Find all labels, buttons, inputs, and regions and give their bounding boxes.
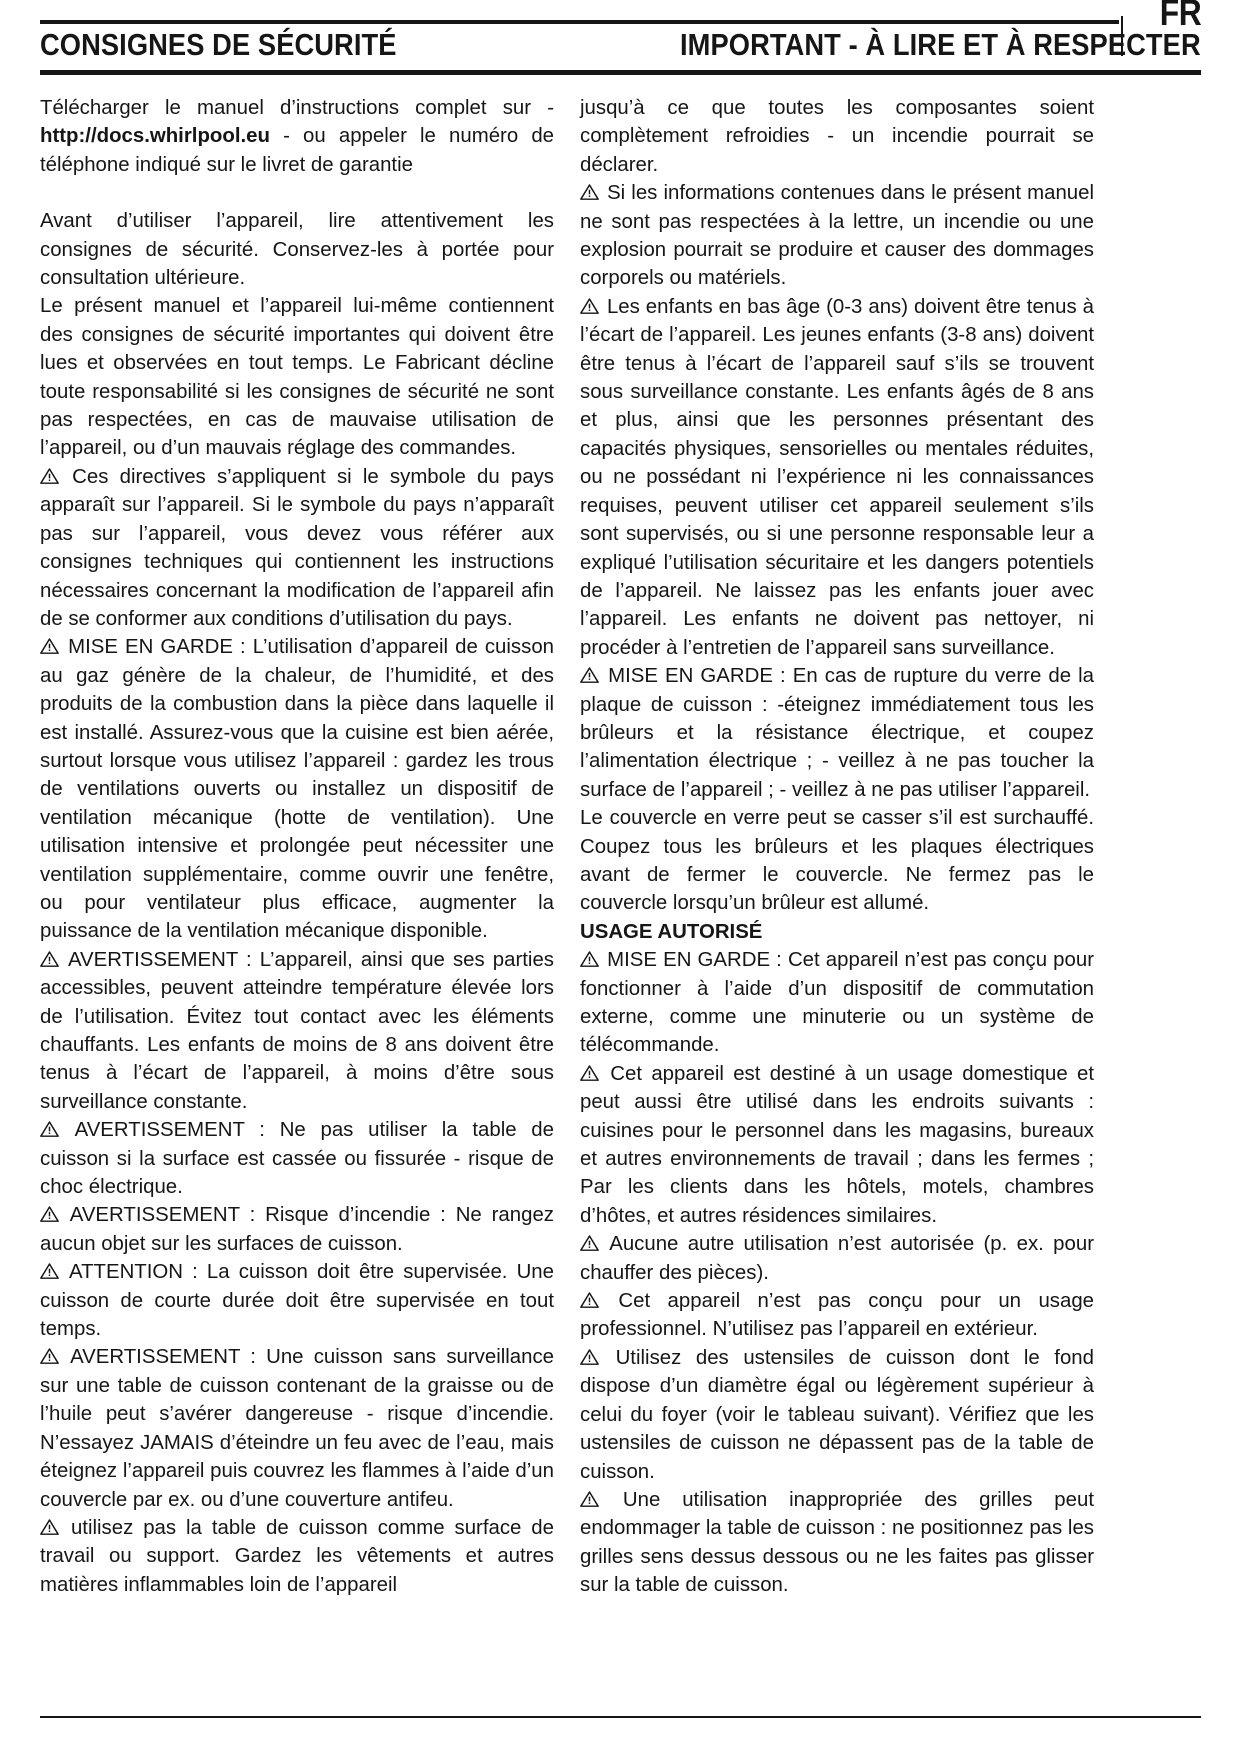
header-bottom-rule: [40, 70, 1201, 75]
safety-paragraph: AVERTISSEMENT : Une cuisson sans surveillance sur une table de cuisson contenant de la graisse ou de l’huile peut s’avérer dangereuse - risque d’incendie. N’essayez JAMAIS d’éteindre un feu avec de l’eau, mais éteignez l’appareil puis couvrez les flammes à l’aide d’un couvercle par ex. ou d’une couverture antifeu.: [40, 1346, 554, 1511]
safety-paragraph: MISE EN GARDE : En cas de rupture du verre de la plaque de cuisson : -éteignez immédiatement tous les brûleurs et la résistance électrique, et coupez l’alimentation électrique ; - veillez à ne pas toucher la surface de l’appareil ; - veillez à ne pas utiliser l’appareil.: [580, 665, 1094, 801]
safety-paragraph: Télécharger le manuel d’instructions complet sur - http://docs.whirlpool.eu - ou appeler le numéro de téléphone indiqué sur le livret de garantie: [40, 97, 554, 176]
warning-triangle-icon: [40, 951, 59, 968]
warning-triangle-icon: [40, 1206, 59, 1223]
safety-paragraph: AVERTISSEMENT : Risque d’incendie : Ne rangez aucun objet sur les surfaces de cuisson.: [40, 1204, 554, 1255]
warning-triangle-icon: [40, 1121, 59, 1138]
safety-paragraph: Le couvercle en verre peut se casser s’il est surchauffé. Coupez tous les brûleurs et les plaques électriques avant de fermer le couvercle. Ne fermez pas le couvercle lorsqu’un brûleur est allumé.: [580, 807, 1094, 915]
safety-paragraph: Avant d’utiliser l’appareil, lire attentivement les consignes de sécurité. Conservez-les à portée pour consultation ultérieure.: [40, 210, 554, 290]
safety-paragraph: Les enfants en bas âge (0-3 ans) doivent être tenus à l’écart de l’appareil. Les jeunes enfants (3-8 ans) doivent être tenus à l’écart de l’appareil sauf s’ils se trouvent sous surveillance constante. Les enfants âgés de 8 ans et plus, ainsi que les personnes présentant des capacités physiques, sensorielles ou mentales réduites, ou ne possédant ni l’expérience ni les connaissances requises, peuvent utiliser cet appareil seulement s’ils sont supervisés, ou si une personne responsable leur a expliqué l’utilisation sécuritaire et les dangers potentiels de l’appareil. Ne laissez pas les enfants jouer avec l’appareil. Les enfants ne doivent pas nettoyer, ni procéder à l’entretien de l’appareil sans surveillance.: [580, 295, 1094, 659]
two-column-body: [40, 94, 1201, 1600]
header-top-rule: [40, 20, 1119, 24]
warning-triangle-icon: [580, 1235, 599, 1252]
safety-paragraph: Si les informations contenues dans le présent manuel ne sont pas respectées à la lettre, un incendie ou une explosion pourrait se produire et causer des dommages corporels ou matériels.: [580, 182, 1094, 290]
safety-paragraph: Utilisez des ustensiles de cuisson dont le fond dispose d’un diamètre égal ou légèrement supérieur à celui du foyer (voir le tableau suivant). Vérifiez que les ustensiles de cuisson ne dépassent pas de la table de cuisson.: [580, 1346, 1094, 1483]
section-heading: USAGE AUTORISÉ: [580, 920, 763, 943]
safety-paragraph: MISE EN GARDE : L’utilisation d’appareil de cuisson au gaz génère de la chaleur, de l’humidité, et des produits de la combustion dans la pièce dans laquelle il est installé. Assurez-vous que la cuisine est bien aérée, surtout lorsque vous utilisez l’appareil : gardez les trous de ventilations ouverts ou installez un dispositif de ventilation mécanique (hotte de ventilation). Une utilisation intensive et prolongée peut nécessiter une ventilation supplémentaire, comme ouvrir une fenêtre, ou pour ventilateur plus efficace, augmenter la puissance de la ventilation mécanique disponible.: [40, 636, 554, 943]
warning-triangle-icon: [580, 184, 599, 201]
safety-paragraph: Cet appareil est destiné à un usage domestique et peut aussi être utilisé dans les endroits suivants : cuisines pour le personnel dans les magasins, bureaux et autres environnements de travail ; dans les fermes ; Par les clients dans les hôtels, motels, chambres d’hôtes, et autres résidences similaires.: [580, 1062, 1094, 1227]
warning-triangle-icon: [580, 298, 599, 315]
warning-triangle-icon: [580, 667, 599, 684]
page-masthead: [40, 0, 1201, 82]
paragraph-spacer: [40, 179, 554, 207]
page-subtitle: IMPORTANT - À LIRE ET À RESPECTER: [680, 27, 1201, 62]
right-column: [580, 94, 1094, 1600]
safety-paragraph: ATTENTION : La cuisson doit être supervisée. Une cuisson de courte durée doit être supervisée en tout temps.: [40, 1261, 554, 1341]
warning-triangle-icon: [580, 951, 599, 968]
warning-triangle-icon: [40, 468, 59, 485]
warning-triangle-icon: [40, 1348, 59, 1365]
safety-paragraph: utilisez pas la table de cuisson comme surface de travail ou support. Gardez les vêtements et autres matières inflammables loin de l’appareil: [40, 1516, 554, 1596]
safety-paragraph: Aucune autre utilisation n’est autorisée (p. ex. pour chauffer des pièces).: [580, 1233, 1094, 1284]
warning-triangle-icon: [580, 1065, 599, 1082]
warning-triangle-icon: [40, 638, 59, 655]
left-column: [40, 94, 554, 1599]
warning-triangle-icon: [40, 1519, 59, 1536]
safety-paragraph: AVERTISSEMENT : L’appareil, ainsi que ses parties accessibles, peuvent atteindre température élevée lors de l’utilisation. Évitez tout contact avec les éléments chauffants. Les enfants de moins de 8 ans doivent être tenus à l’écart de l’appareil, à moins d’être sous surveillance constante.: [40, 948, 554, 1113]
safety-paragraph: AVERTISSEMENT : Ne pas utiliser la table de cuisson si la surface est cassée ou fissurée - risque de choc électrique.: [40, 1119, 554, 1199]
url-emphasis: http://docs.whirlpool.eu: [40, 125, 270, 148]
safety-paragraph: jusqu’à ce que toutes les composantes soient complètement refroidies - un incendie pourrait se déclarer.: [580, 97, 1094, 176]
safety-paragraph: Cet appareil n’est pas conçu pour un usage professionnel. N’utilisez pas l’appareil en extérieur.: [580, 1290, 1094, 1341]
warning-triangle-icon: [580, 1349, 599, 1366]
warning-triangle-icon: [580, 1491, 599, 1508]
safety-paragraph: MISE EN GARDE : Cet appareil n’est pas conçu pour fonctionner à l’aide d’un dispositif de commutation externe, comme une minuterie ou un système de télécommande.: [580, 949, 1094, 1057]
safety-paragraph: Une utilisation inappropriée des grilles peut endommager la table de cuisson : ne positionnez pas les grilles sens dessus dessous ou ne les faites pas glisser sur la table de cuisson.: [580, 1488, 1094, 1597]
warning-triangle-icon: [580, 1292, 599, 1309]
footer-rule: [40, 1716, 1201, 1718]
language-code: FR: [1159, 0, 1201, 33]
safety-paragraph: Ces directives s’appliquent si le symbole du pays apparaît sur l’appareil. Si le symbole du pays n’apparaît pas sur l’appareil, vous devez vous référer aux consignes techniques qui contiennent les instructions nécessaires concernant la modification de l’appareil afin de se conformer aux conditions d’utilisation du pays.: [40, 465, 554, 630]
safety-paragraph: Le présent manuel et l’appareil lui-même contiennent des consignes de sécurité importantes qui doivent être lues et observées en tout temps. Le Fabricant décline toute responsabilité si les consignes de sécurité ne sont pas respectées, en cas de mauvaise utilisation de l’appareil, ou d’un mauvais réglage des commandes.: [40, 295, 554, 460]
header-title-row: [40, 28, 1201, 63]
warning-triangle-icon: [40, 1263, 59, 1280]
page-title: CONSIGNES DE SÉCURITÉ: [40, 27, 397, 62]
